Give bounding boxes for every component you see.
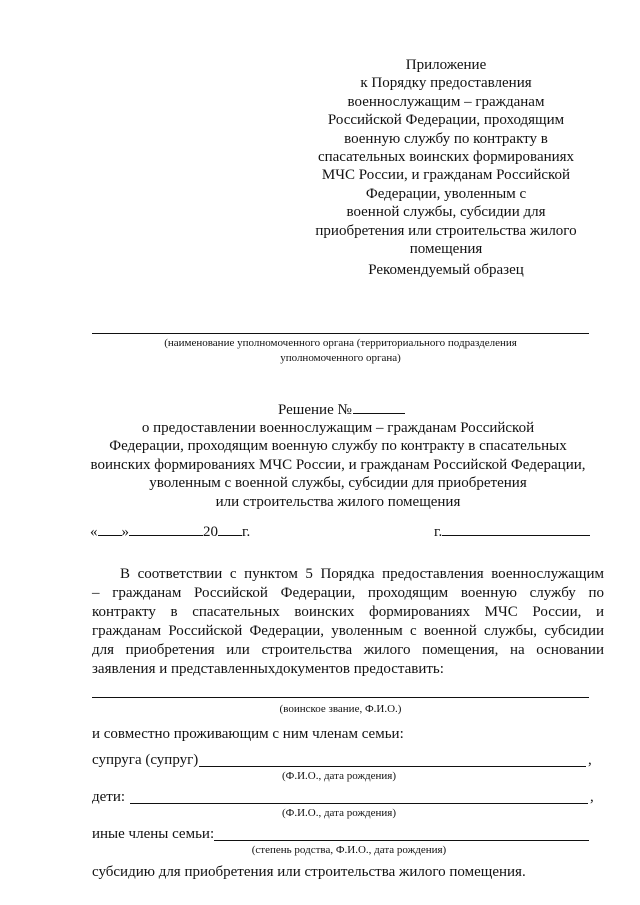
authority-name-line — [92, 333, 589, 334]
city-field — [434, 523, 590, 541]
city-prefix: г. — [434, 524, 443, 540]
appendix-line: Федерации, уволенным с — [365, 185, 527, 202]
body-line: для приобретения или строительства жилого помещения, на основании — [92, 642, 604, 658]
others-line — [214, 840, 589, 841]
decision-subtitle-line: Федерации, проходящим военную службу по контракту в спасательных — [109, 438, 567, 455]
year-prefix: 20 — [203, 524, 218, 540]
appendix-header — [300, 56, 592, 258]
appendix-line: военнослужащим – гражданам — [347, 93, 545, 110]
recipient-line — [92, 697, 589, 698]
month-blank — [129, 523, 203, 536]
family-intro: и совместно проживающим с ним членам семьи: — [92, 726, 404, 742]
decision-subtitle-line: воинских формированиях МЧС России, и гражданам Российской Федерации, — [90, 456, 586, 473]
others-caption: (степень родства, Ф.И.О., дата рождения) — [251, 844, 447, 856]
spouse-line — [199, 766, 586, 767]
appendix-line: военную службу по контракту в — [344, 130, 548, 147]
appendix-line: Приложение — [405, 57, 487, 73]
spouse-comma: , — [588, 752, 592, 768]
body-line: В соответствии с пунктом 5 Порядка предоставления военнослужащим — [120, 566, 604, 582]
decision-number-blank — [353, 401, 405, 414]
body-line: заявления и представленныхдокументов предоставить: — [92, 661, 444, 677]
year-blank — [218, 523, 242, 536]
closing-text: субсидию для приобретения или строительства жилого помещения. — [92, 864, 526, 880]
day-blank — [98, 523, 122, 536]
appendix-line: к Порядку предоставления — [360, 75, 532, 92]
appendix-line: МЧС России, и гражданам Российской — [321, 167, 571, 184]
appendix-line: спасательных воинских формированиях — [317, 149, 575, 166]
sample-label: Рекомендуемый образец — [368, 262, 524, 278]
children-line — [130, 803, 588, 804]
authority-caption-line2: уполномоченного органа) — [280, 352, 401, 364]
recipient-caption: (воинское звание, Ф.И.О.) — [279, 703, 402, 715]
body-paragraph — [92, 565, 604, 679]
children-caption: (Ф.И.О., дата рождения) — [281, 807, 397, 819]
spouse-caption: (Ф.И.О., дата рождения) — [281, 770, 397, 782]
body-line: – гражданам Российской Федерации, проходящим военную службу по — [92, 585, 604, 601]
year-suffix: г. — [242, 524, 251, 540]
decision-subtitle-line: или строительства жилого помещения — [215, 493, 461, 510]
children-comma: , — [590, 789, 594, 805]
appendix-line: приобретения или строительства жилого — [315, 222, 577, 239]
decision-title-text: Решение № — [278, 402, 352, 418]
decision-subtitle — [60, 419, 616, 511]
authority-caption — [92, 336, 589, 366]
appendix-line: помещения — [409, 241, 483, 258]
date-open-quote: « — [90, 524, 98, 540]
appendix-line: Российской Федерации, проходящим — [327, 112, 565, 129]
decision-subtitle-line: уволенным с военной службы, субсидии для приобретения — [149, 475, 527, 492]
body-line: гражданам Российской Федерации, уволенным с военной службы, субсидии — [92, 623, 604, 639]
others-label: иные члены семьи: — [92, 826, 215, 842]
decision-subtitle-line: о предоставлении военнослужащим – гражданам Российской — [141, 420, 535, 436]
appendix-line: военной службы, субсидии для — [346, 204, 546, 221]
spouse-label: супруга (супруг) — [92, 752, 199, 768]
date-field — [90, 523, 250, 541]
authority-caption-line1: (наименование уполномоченного органа (территориального подразделения — [164, 337, 517, 349]
city-blank — [442, 523, 590, 536]
body-line: контракту в спасательных воинских формированиях МЧС России, и — [92, 604, 604, 620]
decision-title — [278, 401, 405, 419]
children-label: дети: — [92, 789, 126, 805]
date-close-quote: » — [121, 524, 129, 540]
